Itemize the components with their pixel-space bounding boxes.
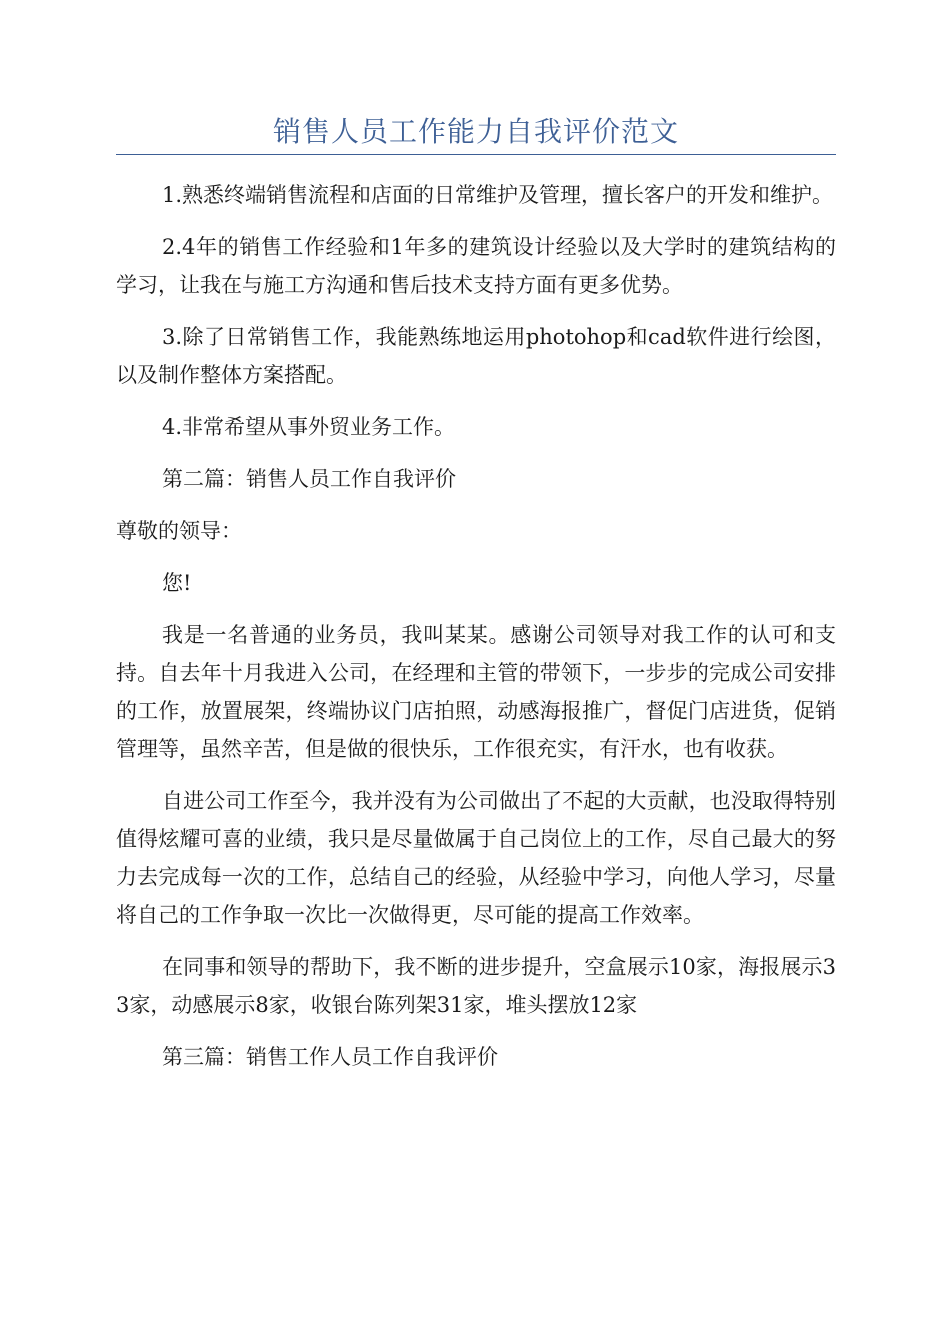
- paragraph-intro: 我是一名普通的业务员，我叫某某。感谢公司领导对我工作的认可和支持。自去年十月我进入公司，在经理和主管的带领下，一步步的完成公司安排的工作，放置展架，终端协议门店拍照，动感海报推广，督促门店进货，促销管理等，虽然辛苦，但是做的很快乐，工作很充实，有汗水，也有收获。: [116, 623, 836, 761]
- paragraph-item-4: 4.非常希望从事外贸业务工作。: [162, 415, 456, 439]
- title-underline: [116, 154, 836, 155]
- salutation: 尊敬的领导：: [116, 519, 242, 543]
- paragraph-item-1: 1.熟悉终端销售流程和店面的日常维护及管理，擅长客户的开发和维护。: [162, 183, 834, 207]
- paragraph-item-3: 3.除了日常销售工作，我能熟练地运用photohop和cad软件进行绘图，以及制作整体方案搭配。: [116, 325, 836, 387]
- paragraph-results: 在同事和领导的帮助下，我不断的进步提升，空盒展示10家，海报展示33家，动感展示8家，收银台陈列架31家，堆头摆放12家: [116, 955, 836, 1017]
- paragraph-effort: 自进公司工作至今，我并没有为公司做出了不起的大贡献，也没取得特别值得炫耀可喜的业绩，我只是尽量做属于自己岗位上的工作，尽自己最大的努力去完成每一次的工作，总结自己的经验，从经验中学习，向他人学习，尽量将自己的工作争取一次比一次做得更，尽可能的提高工作效率。: [116, 789, 836, 927]
- document-page: [116, 0, 836, 1344]
- greeting: 您!: [162, 571, 192, 595]
- document-body: [116, 176, 836, 1090]
- paragraph-item-2: 2.4年的销售工作经验和1年多的建筑设计经验以及大学时的建筑结构的学习，让我在与施工方沟通和售后技术支持方面有更多优势。: [116, 235, 836, 297]
- document-title: 销售人员工作能力自我评价范文: [272, 115, 679, 148]
- section-heading-3: 第三篇：销售工作人员工作自我评价: [162, 1045, 498, 1069]
- section-heading-2: 第二篇：销售人员工作自我评价: [162, 467, 456, 491]
